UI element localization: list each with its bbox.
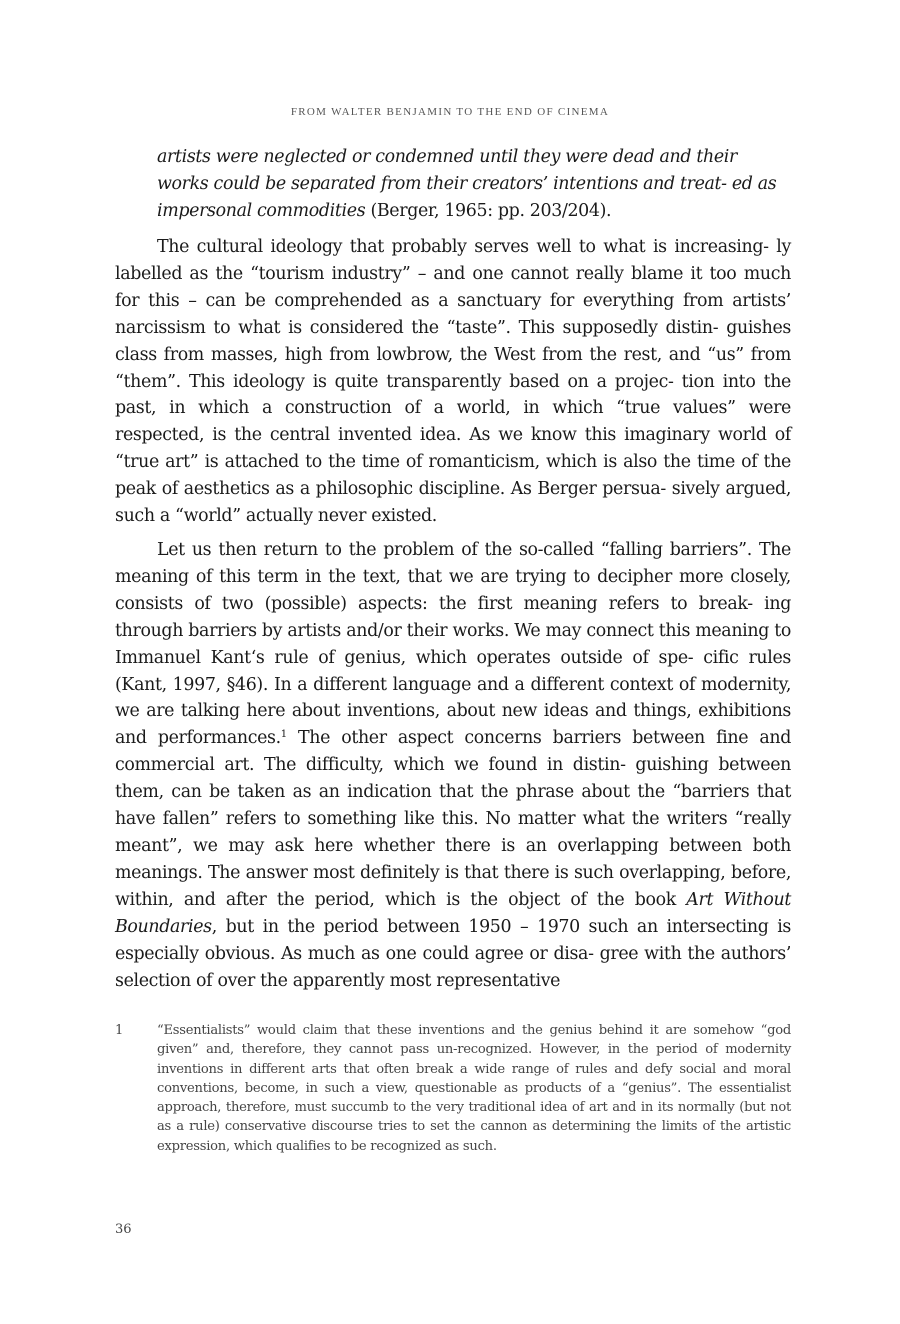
running-head: FROM WALTER BENJAMIN TO THE END OF CINEMA	[290, 106, 610, 118]
page-number: 36	[115, 1222, 132, 1237]
footnote-reference[interactable]: 1	[280, 729, 287, 741]
paragraph-2-part-3: , but in the period between 1950 – 1970 such an intersecting is especially obvious. As much as one could agree or disa- gree with the authors’ selection of over the apparently most representative	[115, 916, 791, 991]
paragraph-2-text	[115, 537, 791, 994]
footnote-text: “Essentialists” would claim that these inventions and the genius behind it are somehow “god given” and, therefore, they cannot pass un-recognized. However, in the period of modernity inventions in different arts that often break a wide range of rules and defy social and moral conventions, become, in such a view, questionable as products of a “genius”. The essentialist approach, therefore, must succumb to the very traditional idea of art and in its normally (but not as a rule) conservative discourse tries to set the cannon as determining the limits of the artistic expression, which qualifies to be recognized as such.	[157, 1023, 791, 1154]
block-quote	[157, 144, 791, 225]
footnote	[115, 1021, 791, 1156]
paragraph-2-part-1: Let us then return to the problem of the so-called “falling barriers”. The meaning of this term in the text, that we are trying to decipher more closely, consists of two (possible) aspects: the first meaning refers to break- ing through barriers by artists and/or their works. We may connect this meaning to Immanuel Kant‘s rule of genius, which operates outside of spe- cific rules (Kant, 1997, §46). In a different language and a different context of modernity, we are talking here about inventions, about new ideas and things, exhibitions and performances.	[115, 540, 791, 749]
paragraph-2	[115, 537, 791, 994]
quote-italic-text: artists were neglected or condemned until they were dead and their works could be separated from their creators’ intentions and treat- ed as impersonal commodities	[157, 147, 777, 221]
paragraph-2-part-2: The other aspect concerns barriers between fine and commercial art. The difficulty, which we found in distin- guishing between them, can be taken as an indication that the phrase about the “barriers that have fallen” refers to something like this. No matter what the writers “really meant”, we may ask here whether there is an overlapping between both meanings. The answer most definitely is that there is such overlapping, before, within, and after the period, which is the object of the book	[115, 728, 791, 910]
book-title: Art Without Boundaries	[115, 889, 791, 937]
quote-citation: (Berger, 1965: pp. 203/204).	[365, 200, 612, 221]
paragraph-1-text: The cultural ideology that probably serves well to what is increasing- ly labelled as the “tourism industry” – and one cannot really blame it too much for this – can be comprehended as a sanctuary for everything from artists’ narcissism to what is considered the “taste”. This supposedly distin- guishes class from masses, high from lowbrow, the West from the rest, and “us” from “them”. This ideology is quite transparently based on a projec- tion into the past, in which a construction of a world, in which “true values” were respected, is the central invented idea. As we know this imaginary world of “true art” is attached to the time of romanticism, which is also the time of the peak of aesthetics as a philosophic discipline. As Berger persua- sively argued, such a “world” actually never existed.	[115, 237, 791, 527]
footnote-number: 1	[115, 1023, 124, 1038]
paragraph-1	[115, 234, 791, 530]
